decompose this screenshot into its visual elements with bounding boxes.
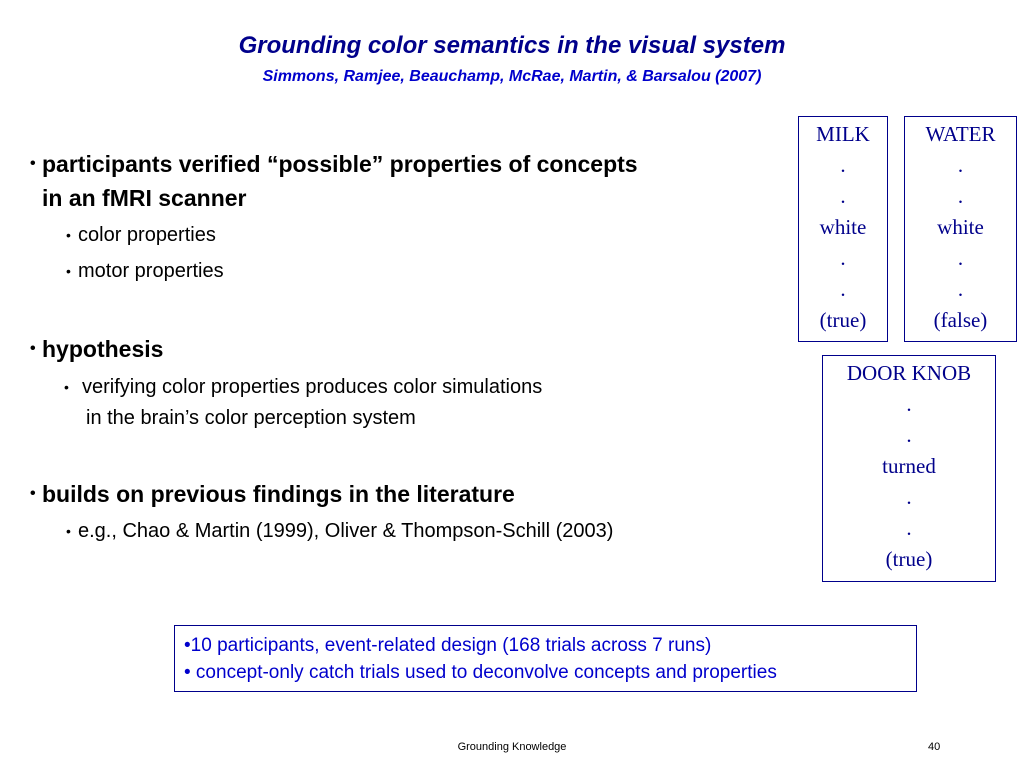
- design-info-box: [174, 625, 917, 692]
- sub-bullet-color-properties: [66, 220, 216, 251]
- ellipsis-dot: .: [957, 277, 964, 301]
- bullet-participants: [30, 147, 792, 215]
- sub-bullet-text: color properties: [78, 224, 216, 246]
- bullet-text: hypothesis: [42, 336, 164, 362]
- bullet-text-line2: in an fMRI scanner: [42, 185, 247, 211]
- ellipsis-dot: .: [906, 485, 912, 509]
- ellipsis-dot: .: [957, 184, 964, 208]
- truth-value: (false): [933, 308, 988, 332]
- truth-value: (true): [885, 547, 933, 571]
- bullet-previous-findings: [30, 477, 515, 511]
- sub-bullet-hypothesis-detail: [64, 372, 722, 434]
- design-line-participants: •10 participants, event-related design (168 trials across 7 runs): [184, 635, 712, 656]
- concept-word: WATER: [925, 122, 996, 146]
- slide-subtitle: Simmons, Ramjee, Beauchamp, McRae, Martin, & Barsalou (2007): [262, 68, 762, 85]
- bullet-text: builds on previous findings in the literature: [42, 481, 515, 507]
- bullet-dot: •: [66, 227, 71, 243]
- page-number: 40: [928, 741, 941, 753]
- bullet-hypothesis: [30, 332, 164, 366]
- bullet-dot: •: [66, 263, 71, 279]
- property-word: white: [937, 215, 984, 239]
- property-word: turned: [882, 454, 936, 478]
- bullet-dot: •: [30, 485, 36, 502]
- sub-bullet-text: e.g., Chao & Martin (1999), Oliver & Thompson-Schill (2003): [78, 520, 614, 542]
- sub-bullet-text-line1: verifying color properties produces color simulations: [82, 376, 543, 398]
- ellipsis-dot: .: [957, 246, 964, 270]
- property-word: white: [819, 215, 867, 239]
- design-line-catch-trials: • concept-only catch trials used to deconvolve concepts and properties: [184, 662, 777, 683]
- ellipsis-dot: .: [840, 246, 846, 270]
- sub-bullet-text-line2: in the brain’s color perception system: [86, 407, 416, 429]
- sub-bullet-text: motor properties: [78, 260, 224, 282]
- concept-box-door-knob: [822, 355, 996, 582]
- truth-value: (true): [819, 308, 867, 332]
- ellipsis-dot: .: [906, 392, 912, 416]
- bullet-text-line1: participants verified “possible” properties of concepts: [42, 151, 638, 177]
- bullet-dot: •: [30, 340, 36, 357]
- bullet-dot: •: [64, 379, 69, 395]
- ellipsis-dot: .: [906, 516, 912, 540]
- concept-box-milk: [798, 116, 888, 342]
- ellipsis-dot: .: [957, 153, 964, 177]
- ellipsis-dot: .: [840, 153, 846, 177]
- ellipsis-dot: .: [906, 423, 912, 447]
- bullet-dot: •: [30, 155, 36, 172]
- bullet-dot: •: [66, 523, 71, 539]
- sub-bullet-references: [66, 516, 614, 547]
- slide-title: Grounding color semantics in the visual system: [238, 32, 786, 59]
- ellipsis-dot: .: [840, 184, 846, 208]
- concept-word: DOOR KNOB: [846, 361, 972, 385]
- concept-box-water: [904, 116, 1017, 342]
- footer-title: Grounding Knowledge: [457, 741, 567, 753]
- sub-bullet-motor-properties: [66, 256, 224, 287]
- concept-word: MILK: [816, 122, 870, 146]
- ellipsis-dot: .: [840, 277, 846, 301]
